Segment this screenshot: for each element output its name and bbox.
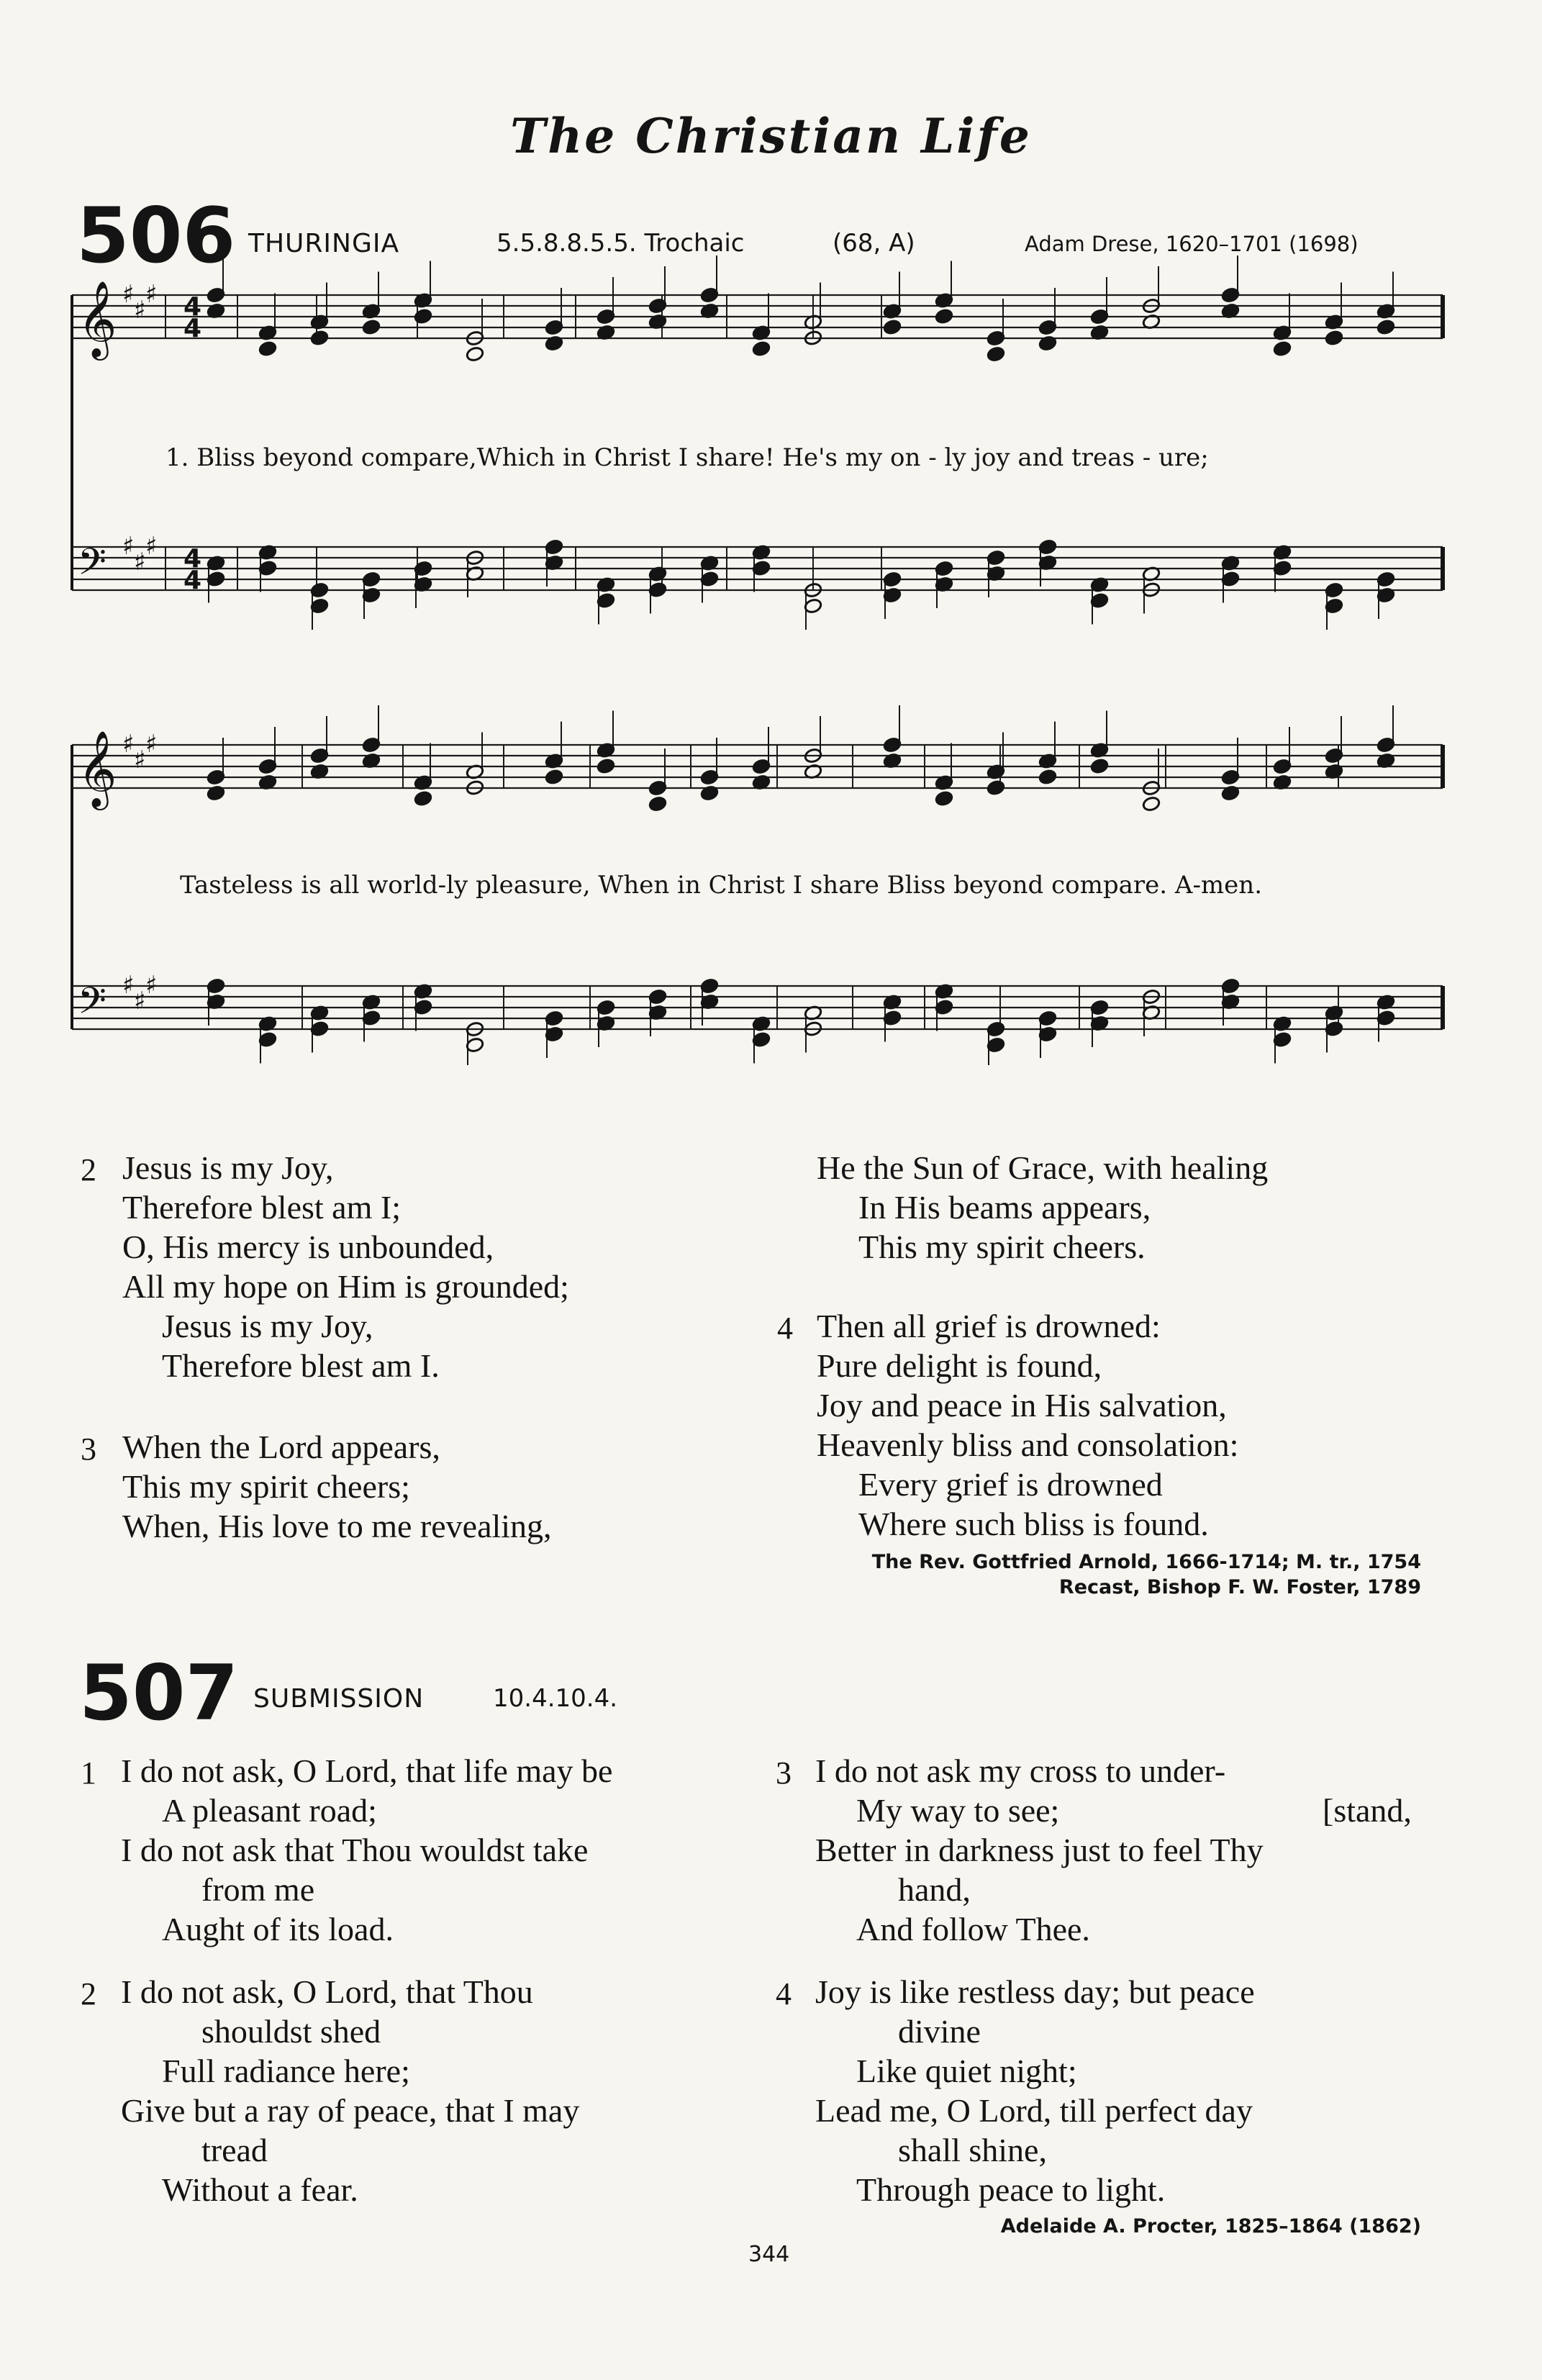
note-head xyxy=(466,346,484,363)
composer-506: Adam Drese, 1620–1701 (1698) xyxy=(1025,232,1359,256)
verse-line: Joy and peace in His salvation, xyxy=(817,1387,1227,1424)
verse-line: I do not ask my cross to under- xyxy=(815,1752,1226,1789)
verse-line: I do not ask, O Lord, that Thou xyxy=(121,1973,533,2010)
note-head xyxy=(935,790,953,807)
verse-line: In His beams appears, xyxy=(858,1189,1151,1226)
note-head xyxy=(1142,796,1161,813)
verse-line: Joy is like restless day; but peace xyxy=(815,1973,1255,2010)
meter-506: 5.5.8.8.5.5. Trochaic xyxy=(496,229,745,258)
author-credit-506: The Rev. Gottfried Arnold, 1666-1714; M. tr., 1754 xyxy=(871,1551,1421,1573)
note-head xyxy=(987,779,1005,796)
verse-line: hand, xyxy=(898,1871,971,1908)
page-number: 344 xyxy=(748,2242,790,2267)
verse-line: Then all grief is drowned: xyxy=(817,1308,1161,1344)
note-head xyxy=(258,340,277,357)
note-head xyxy=(362,319,381,335)
note-head xyxy=(1325,330,1343,346)
verse-line: Jesus is my Joy, xyxy=(162,1308,373,1344)
verse-line: Therefore blest am I. xyxy=(162,1347,440,1384)
verse-line: [stand, xyxy=(1323,1792,1412,1829)
verse-number: 3 xyxy=(81,1431,96,1467)
lyric-line-1: 1. Bliss beyond compare,Which in Christ I share! He's my on - ly joy and treas - ure; xyxy=(165,443,1209,472)
note-head xyxy=(648,796,667,813)
verse-line: Full radiance here; xyxy=(162,2053,410,2089)
tune-name-thuringia: THURINGIA xyxy=(248,229,400,258)
verse-line: Jesus is my Joy, xyxy=(122,1149,334,1186)
lyric-line-2: Tasteless is all world-ly pleasure, When in Christ I share Bliss beyond compare. A-men. xyxy=(180,871,1263,900)
verse-line: shall shine, xyxy=(898,2132,1047,2168)
verse-line: I do not ask that Thou wouldst take xyxy=(121,1832,589,1868)
verse-line: from me xyxy=(201,1871,315,1908)
verse-line: Therefore blest am I; xyxy=(122,1189,401,1226)
note-head xyxy=(935,308,953,325)
reference-506: (68, A) xyxy=(833,229,915,258)
sharp-icon: ♯ xyxy=(145,971,158,1000)
verse-line: A pleasant road; xyxy=(162,1792,377,1829)
verse-line: Aught of its load. xyxy=(162,1911,394,1947)
note-head xyxy=(752,340,771,357)
sharp-icon: ♯ xyxy=(122,280,135,309)
time-signature-top: 4 xyxy=(183,544,202,574)
verse-line: Give but a ray of peace, that I may xyxy=(121,2092,580,2129)
note-head xyxy=(883,319,902,335)
verse-line: When the Lord appears, xyxy=(122,1429,440,1465)
verse-number: 4 xyxy=(776,1976,792,2012)
verse-line: O, His mercy is unbounded, xyxy=(122,1229,494,1265)
verse-line: tread xyxy=(201,2132,268,2168)
note-head xyxy=(545,769,563,785)
note-head xyxy=(597,758,615,774)
time-signature-top: 4 xyxy=(183,292,202,322)
translator-credit-506: Recast, Bishop F. W. Foster, 1789 xyxy=(1058,1576,1421,1598)
tune-name-submission: SUBMISSION xyxy=(253,1684,425,1714)
sharp-icon: ♯ xyxy=(134,296,146,325)
sharp-icon: ♯ xyxy=(134,548,146,576)
verse-line: I do not ask, O Lord, that life may be xyxy=(121,1752,613,1789)
meter-507: 10.4.10.4. xyxy=(493,1684,618,1713)
note-head xyxy=(1090,758,1109,774)
verse-line: Without a fear. xyxy=(162,2171,358,2208)
verse-line: All my hope on Him is grounded; xyxy=(122,1268,569,1305)
verse-line: And follow Thee. xyxy=(856,1911,1090,1947)
verse-number: 4 xyxy=(777,1311,793,1346)
sharp-icon: ♯ xyxy=(122,971,135,1000)
note-head xyxy=(310,330,329,346)
time-signature-bottom: 4 xyxy=(183,314,202,343)
verse-number: 3 xyxy=(776,1755,792,1791)
verse-line: My way to see; xyxy=(856,1792,1060,1829)
clef-icon: 𝄞 xyxy=(78,280,117,357)
verse-number: 2 xyxy=(81,1152,96,1187)
note-head xyxy=(414,308,432,325)
sharp-icon: ♯ xyxy=(122,730,135,759)
verse-number: 2 xyxy=(81,1976,96,2012)
verse-line: divine xyxy=(898,2013,981,2050)
verse-line: shouldst shed xyxy=(201,2013,381,2050)
clef-icon: 𝄢 xyxy=(78,540,106,592)
verse-line: He the Sun of Grace, with healing xyxy=(817,1149,1269,1186)
note-head xyxy=(414,790,432,807)
verse-line: Every grief is drowned xyxy=(858,1466,1163,1503)
verse-line: Lead me, O Lord, till perfect day xyxy=(815,2092,1253,2129)
verse-line: This my spirit cheers. xyxy=(858,1229,1146,1265)
note-head xyxy=(987,346,1005,363)
note-head xyxy=(1273,340,1292,357)
staff-systems xyxy=(72,255,1443,1065)
note-head xyxy=(1377,319,1395,335)
time-signature-bottom: 4 xyxy=(183,566,202,595)
clef-icon: 𝄞 xyxy=(78,730,117,807)
author-credit-507: Adelaide A. Procter, 1825–1864 (1862) xyxy=(1000,2215,1421,2238)
hymn-number-506: 506 xyxy=(76,191,236,280)
sharp-icon: ♯ xyxy=(134,746,146,774)
sharp-icon: ♯ xyxy=(122,532,135,561)
verse-line: Where such bliss is found. xyxy=(858,1506,1209,1542)
verse-line: Heavenly bliss and consolation: xyxy=(817,1426,1239,1463)
sharp-icon: ♯ xyxy=(145,280,158,309)
verse-line: Through peace to light. xyxy=(856,2171,1166,2208)
sharp-icon: ♯ xyxy=(145,532,158,561)
verse-line: This my spirit cheers; xyxy=(122,1468,410,1505)
verse-line: Better in darkness just to feel Thy xyxy=(815,1832,1264,1868)
note-head xyxy=(1038,769,1057,785)
hymn-number-507: 507 xyxy=(79,1649,239,1737)
section-title: The Christian Life xyxy=(510,108,1032,164)
verse-number: 1 xyxy=(81,1755,96,1791)
verse-line: Pure delight is found, xyxy=(817,1347,1102,1384)
sharp-icon: ♯ xyxy=(134,987,146,1015)
clef-icon: 𝄢 xyxy=(78,979,106,1031)
verse-line: When, His love to me revealing, xyxy=(122,1508,552,1544)
verse-line: Like quiet night; xyxy=(856,2053,1077,2089)
music-score xyxy=(0,0,1542,1065)
sharp-icon: ♯ xyxy=(145,730,158,759)
